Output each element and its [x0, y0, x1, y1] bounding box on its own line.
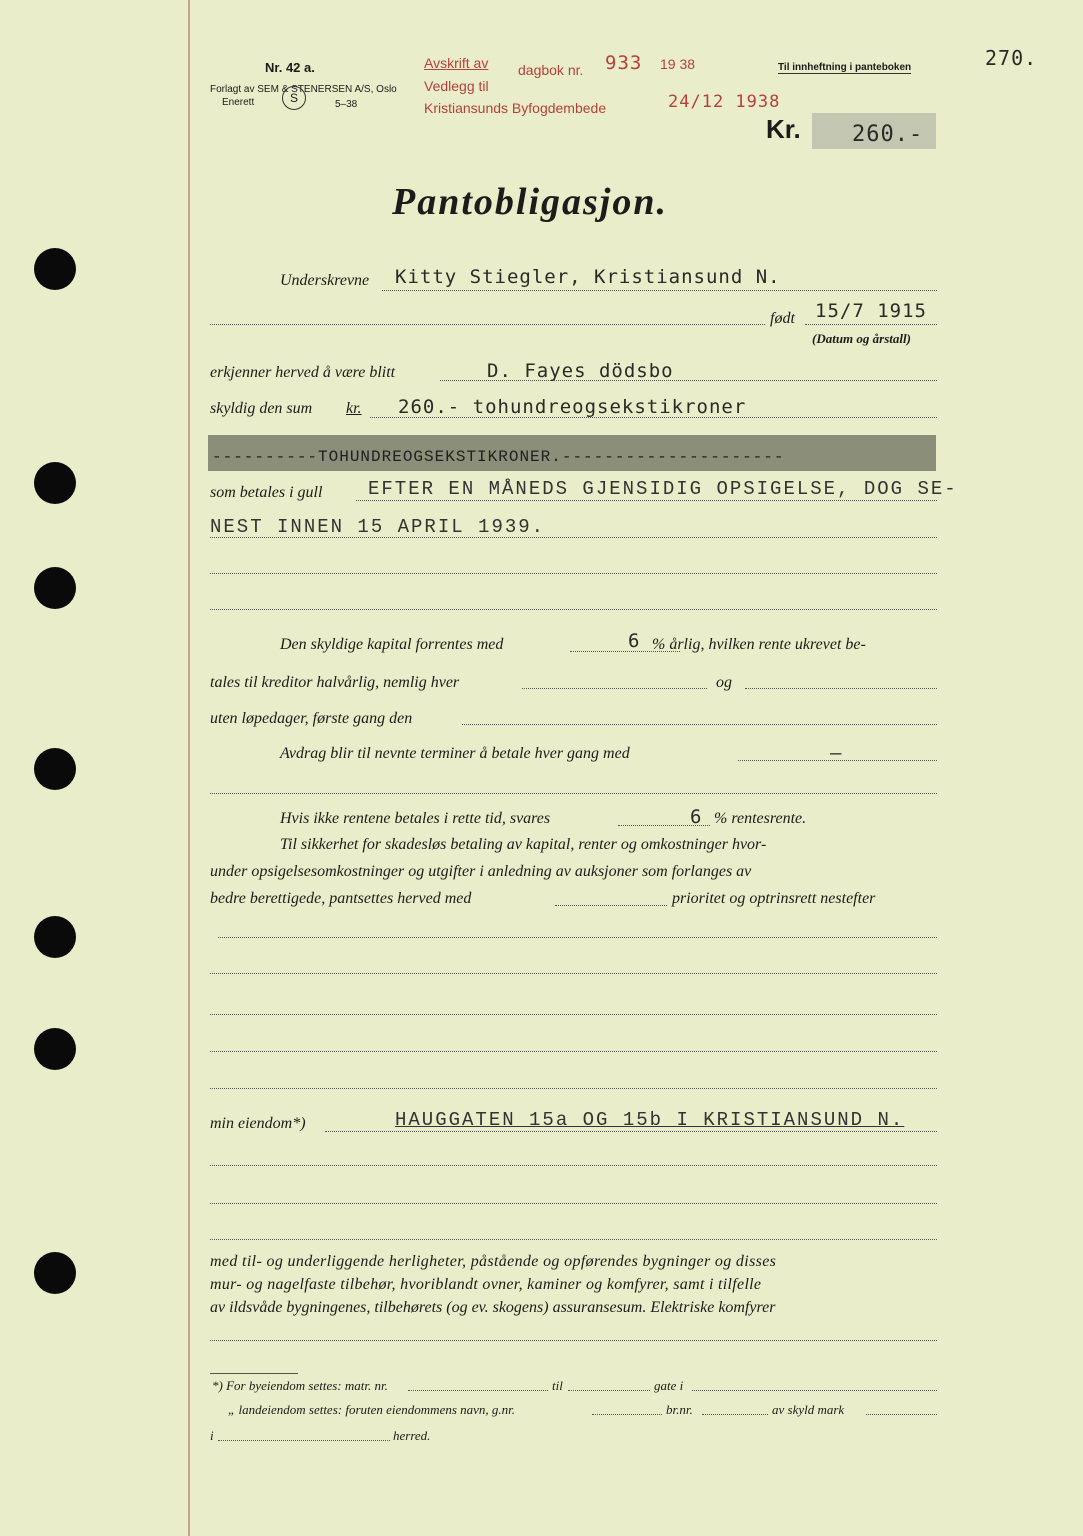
dotted-line [210, 573, 937, 574]
dotted-line [210, 1239, 937, 1240]
red-margin-line [188, 0, 190, 1536]
dotted-line [408, 1390, 548, 1391]
dotted-line [210, 324, 765, 325]
form-number: Nr. 42 a. [265, 60, 315, 75]
property-label: min eiendom*) [210, 1115, 306, 1132]
installment-value: — [830, 742, 843, 764]
sum-kr-label: kr. [346, 400, 362, 417]
paid-terms-line1: EFTER EN MÅNEDS GJENSIDIG OPSIGELSE, DOG SE- [368, 478, 958, 500]
security-line2: under opsigelsesomkostninger og utgifter i anledning av auksjoner som forlanges av [210, 863, 752, 880]
born-note: (Datum og årstall) [812, 331, 911, 346]
interest-line2-and: og [716, 674, 732, 691]
amount-value: 260.- [852, 122, 924, 147]
stamp-date: 24/12 1938 [668, 92, 781, 112]
interest-line1-end: % årlig, hvilken rente ukrevet be- [652, 636, 866, 653]
sum-label: skyldig den sum [210, 400, 313, 417]
dotted-line [210, 1051, 937, 1052]
security-line1: Til sikkerhet for skadesløs betaling av kapital, renter og omkostninger hvor- [280, 836, 767, 853]
dotted-line [218, 937, 937, 938]
publisher-date: 5–38 [335, 99, 358, 110]
publisher-logo-icon: S [282, 86, 306, 110]
dotted-line [210, 1203, 937, 1204]
dotted-line [210, 609, 937, 610]
property-value: HAUGGATEN 15a OG 15b I KRISTIANSUND N. [395, 1109, 905, 1131]
footnote-line1-a: *) For byeiendom settes: matr. nr. [212, 1378, 388, 1393]
footnote-line1-c: gate i [654, 1378, 684, 1393]
kr-label: Kr. [766, 114, 801, 144]
document-title: Pantobligasjon. [392, 181, 668, 223]
paid-terms-line2: NEST INNEN 15 APRIL 1939. [210, 516, 546, 538]
dotted-line [210, 1088, 937, 1089]
dotted-line [592, 1414, 662, 1415]
undersigned-value: Kitty Stiegler, Kristiansund N. [395, 266, 781, 288]
creditor-value: D. Fayes dödsbo [487, 360, 674, 382]
dotted-line [210, 1165, 937, 1166]
publisher-enerett: Enerett [222, 97, 255, 108]
clause-line1: med til- og underliggende herligheter, påstående og opførendes bygninger og disses [210, 1253, 777, 1270]
punch-hole [34, 462, 76, 504]
dotted-line [210, 973, 937, 974]
dotted-line [702, 1414, 768, 1415]
footnote-rule [210, 1373, 298, 1374]
punch-hole [34, 248, 76, 290]
dotted-line [382, 290, 937, 291]
dotted-line [210, 793, 937, 794]
footnote-line2-a: „ landeiendom settes: foruten eiendommens navn, g.nr. [228, 1402, 516, 1417]
dotted-line [866, 1414, 937, 1415]
dotted-line [210, 1014, 937, 1015]
punch-hole [34, 1252, 76, 1294]
sum-value: 260.- tohundreogsekstikroner [398, 396, 747, 418]
binding-note: Til innheftning i panteboken [778, 62, 912, 73]
dotted-line [555, 905, 667, 906]
dotted-line [356, 500, 937, 501]
dotted-line [692, 1390, 937, 1391]
interest-rate: 6 [628, 630, 641, 652]
clause-line2: mur- og nagelfaste tilbehør, hvoriblandt ovner, kaminer og komfyrer, samt i tilfelle [210, 1276, 762, 1293]
stamp-attachment: Vedlegg til [424, 78, 489, 94]
interest-line2-text: tales til kreditor halvårlig, nemlig hver [210, 674, 460, 691]
late-interest-text: Hvis ikke rentene betales i rette tid, svares [280, 810, 551, 827]
footnote-line3-b: herred. [393, 1428, 431, 1443]
dotted-line [218, 1440, 390, 1441]
punch-hole [34, 1028, 76, 1070]
paid-label: som betales i gull [210, 484, 323, 501]
security-line3-text: bedre berettigede, pantsettes herved med [210, 890, 472, 907]
clause-line3: av ildsvåde bygningenes, tilbehørets (og ev. skogens) assuransesum. Elektriske komfyrer [210, 1299, 776, 1316]
stamp-dagbok-number: 933 [605, 52, 643, 74]
born-value: 15/7 1915 [815, 300, 927, 322]
footnote-line1-b: til [552, 1378, 563, 1393]
interest-line3-text: uten løpedager, første gang den [210, 710, 413, 727]
security-line3-end: prioritet og optrinsrett nestefter [672, 890, 876, 907]
dotted-line [325, 1131, 937, 1132]
undersigned-label: Underskrevne [280, 272, 370, 289]
punch-hole [34, 567, 76, 609]
stamp-dagbok-label: dagbok nr. [518, 62, 584, 78]
stamp-copy-of: Avskrift av [424, 55, 489, 71]
publisher-line: Forlagt av SEM & STENERSEN A/S, Oslo [210, 84, 397, 95]
creditor-label: erkjenner herved å være blitt [210, 364, 396, 381]
born-label: født [770, 310, 795, 327]
page-number: 270. [985, 46, 1038, 70]
late-interest-rate: 6 [690, 806, 703, 828]
installment-text: Avdrag blir til nevnte terminer å betale hver gang med [280, 745, 630, 762]
dotted-line [568, 1390, 650, 1391]
dotted-line [522, 688, 707, 689]
late-interest-end: % rentesrente. [714, 810, 807, 827]
punch-hole [34, 916, 76, 958]
dotted-line [462, 724, 937, 725]
dotted-line [745, 688, 937, 689]
punch-hole [34, 748, 76, 790]
footnote-line2-c: av skyld mark [772, 1402, 845, 1417]
dotted-line [805, 324, 937, 325]
interest-line1-text: Den skyldige kapital forrentes med [280, 636, 504, 653]
stamp-office: Kristiansunds Byfogdembede [424, 100, 607, 116]
footnote-line2-b: br.nr. [666, 1402, 693, 1417]
dotted-line [210, 1340, 937, 1341]
footnote-line3-a: i [210, 1428, 214, 1443]
stamp-year: 19 38 [660, 56, 696, 72]
amount-words-typed: ----------TOHUNDREOGSEKSTIKRONER.--------------------- [212, 448, 785, 466]
